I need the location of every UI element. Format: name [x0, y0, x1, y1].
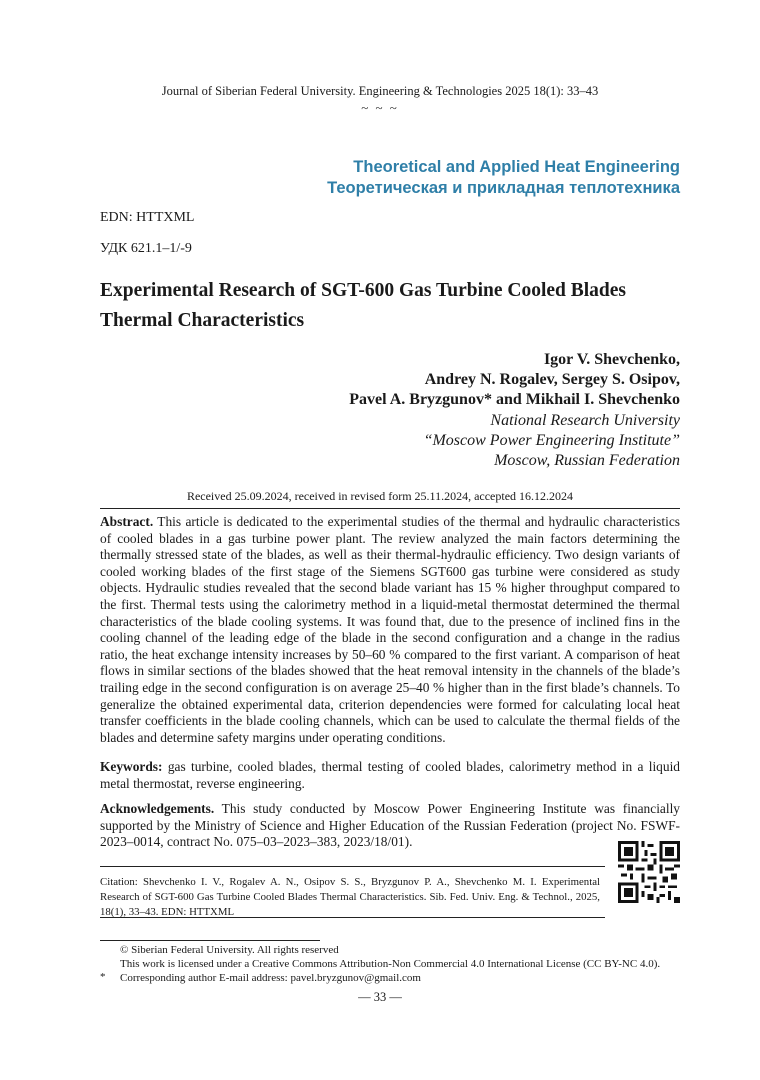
- author-list: [349, 350, 680, 410]
- footnote-marker: *: [100, 971, 106, 983]
- citation: Citation: Shevchenko I. V., Rogalev A. N., Osipov S. S., Bryzgunov P. A., Shevchenko M. I. Experimental Research of SGT-600 Gas Turbine Cooled Blades Thermal Characteristics. Sib. Fed. Univ. Eng. & Technol., 2025, 18(1), 33–43. EDN: HTTXML: [100, 876, 600, 918]
- author-line: Pavel A. Bryzgunov* and Mikhail I. Shevchenko: [349, 391, 680, 408]
- udk-code: УДК 621.1–1/-9: [100, 241, 192, 256]
- corresponding-author-note: Corresponding author E-mail address: pavel.bryzgunov@gmail.com: [120, 972, 421, 984]
- received-dates: Received 25.09.2024, received in revised form 25.11.2024, accepted 16.12.2024: [186, 489, 574, 503]
- abstract: [100, 514, 680, 746]
- affiliation-line: National Research University: [490, 412, 680, 429]
- qr-code-icon: [618, 841, 680, 903]
- keywords-label: Keywords:: [100, 759, 163, 774]
- paper-title: Experimental Research of SGT-600 Gas Turbine Cooled Blades Thermal Characteristics: [100, 280, 627, 331]
- acknowledgements-label: Acknowledgements.: [100, 801, 215, 816]
- header-separator: ~ ~ ~: [361, 100, 399, 115]
- keywords: [100, 759, 680, 792]
- journal-header: Journal of Siberian Federal University. Engineering & Technologies 2025 18(1): 33–43: [161, 84, 599, 98]
- abstract-label: Abstract.: [100, 514, 154, 529]
- divider: [100, 917, 605, 918]
- abstract-text: This article is dedicated to the experimental studies of the thermal and hydraulic characteristics of cooled blades in a gas turbine power plant. The review analyzed the main factors determining the thermally stressed state of the blades, as well as their thermal-hydraulic efficiency. Two design variants of cooled working blades of the first stage of the Siemens SGT600 gas turbine were considered as study objects. Hydraulic studies revealed that the second blade variant has 15 % higher throughput compared to the first. Thermal tests using the calorimetry method in a liquid-metal thermostat determined the thermal characteristics of the blade cooling systems. It was found that, due to the presence of inclined fins in the cooling channel of the leading edge of the blade in the second configuration and a change in the radius ratio, the heat exchange intensity increases by 50–60 % compared to the first variant. A comparison of heat flows in similar sections of the blades showed that the heat removal intensity in the channels of the blade’s trailing edge in the second configuration is on average 25–40 % higher than in the first blade’s channels. To generalize the obtained experimental data, criterion dependencies were formed for calculating local heat transfer coefficients in the blade cooling channels, which can be used to calculate the thermal fields of the blades and determine safety margins under operating conditions.: [100, 514, 680, 745]
- affiliation-line: Moscow, Russian Federation: [494, 452, 680, 469]
- section-title-ru: Теоретическая и прикладная теплотехника: [327, 179, 680, 197]
- affiliation-line: “Moscow Power Engineering Institute”: [423, 432, 680, 449]
- license-note: This work is licensed under a Creative Commons Attribution-Non Commercial 4.0 International License (CC BY-NC 4.0).: [120, 958, 661, 970]
- acknowledgements-text: This study conducted by Moscow Power Engineering Institute was financially supported by the Ministry of Science and Higher Education of the Russian Federation (project No. FSWF-2023–0014, contract No. 075–03–2023–383, 2023/18/01).: [100, 801, 680, 850]
- copyright-note: © Siberian Federal University. All rights reserved: [120, 944, 339, 956]
- acknowledgements: [100, 801, 680, 851]
- author-line: Andrey N. Rogalev, Sergey S. Osipov,: [424, 371, 680, 388]
- divider: [100, 508, 680, 509]
- author-line: Igor V. Shevchenko,: [543, 351, 680, 368]
- divider: [100, 866, 605, 867]
- edn-code: EDN: HTTXML: [100, 210, 195, 225]
- section-title-en: Theoretical and Applied Heat Engineering: [353, 158, 680, 176]
- page-number: — 33 —: [358, 990, 402, 1004]
- affiliation: [424, 411, 680, 471]
- footnote-divider: [100, 940, 320, 941]
- keywords-text: gas turbine, cooled blades, thermal testing of cooled blades, calorimetry method in a liquid metal thermostat, reverse engineering.: [100, 759, 680, 791]
